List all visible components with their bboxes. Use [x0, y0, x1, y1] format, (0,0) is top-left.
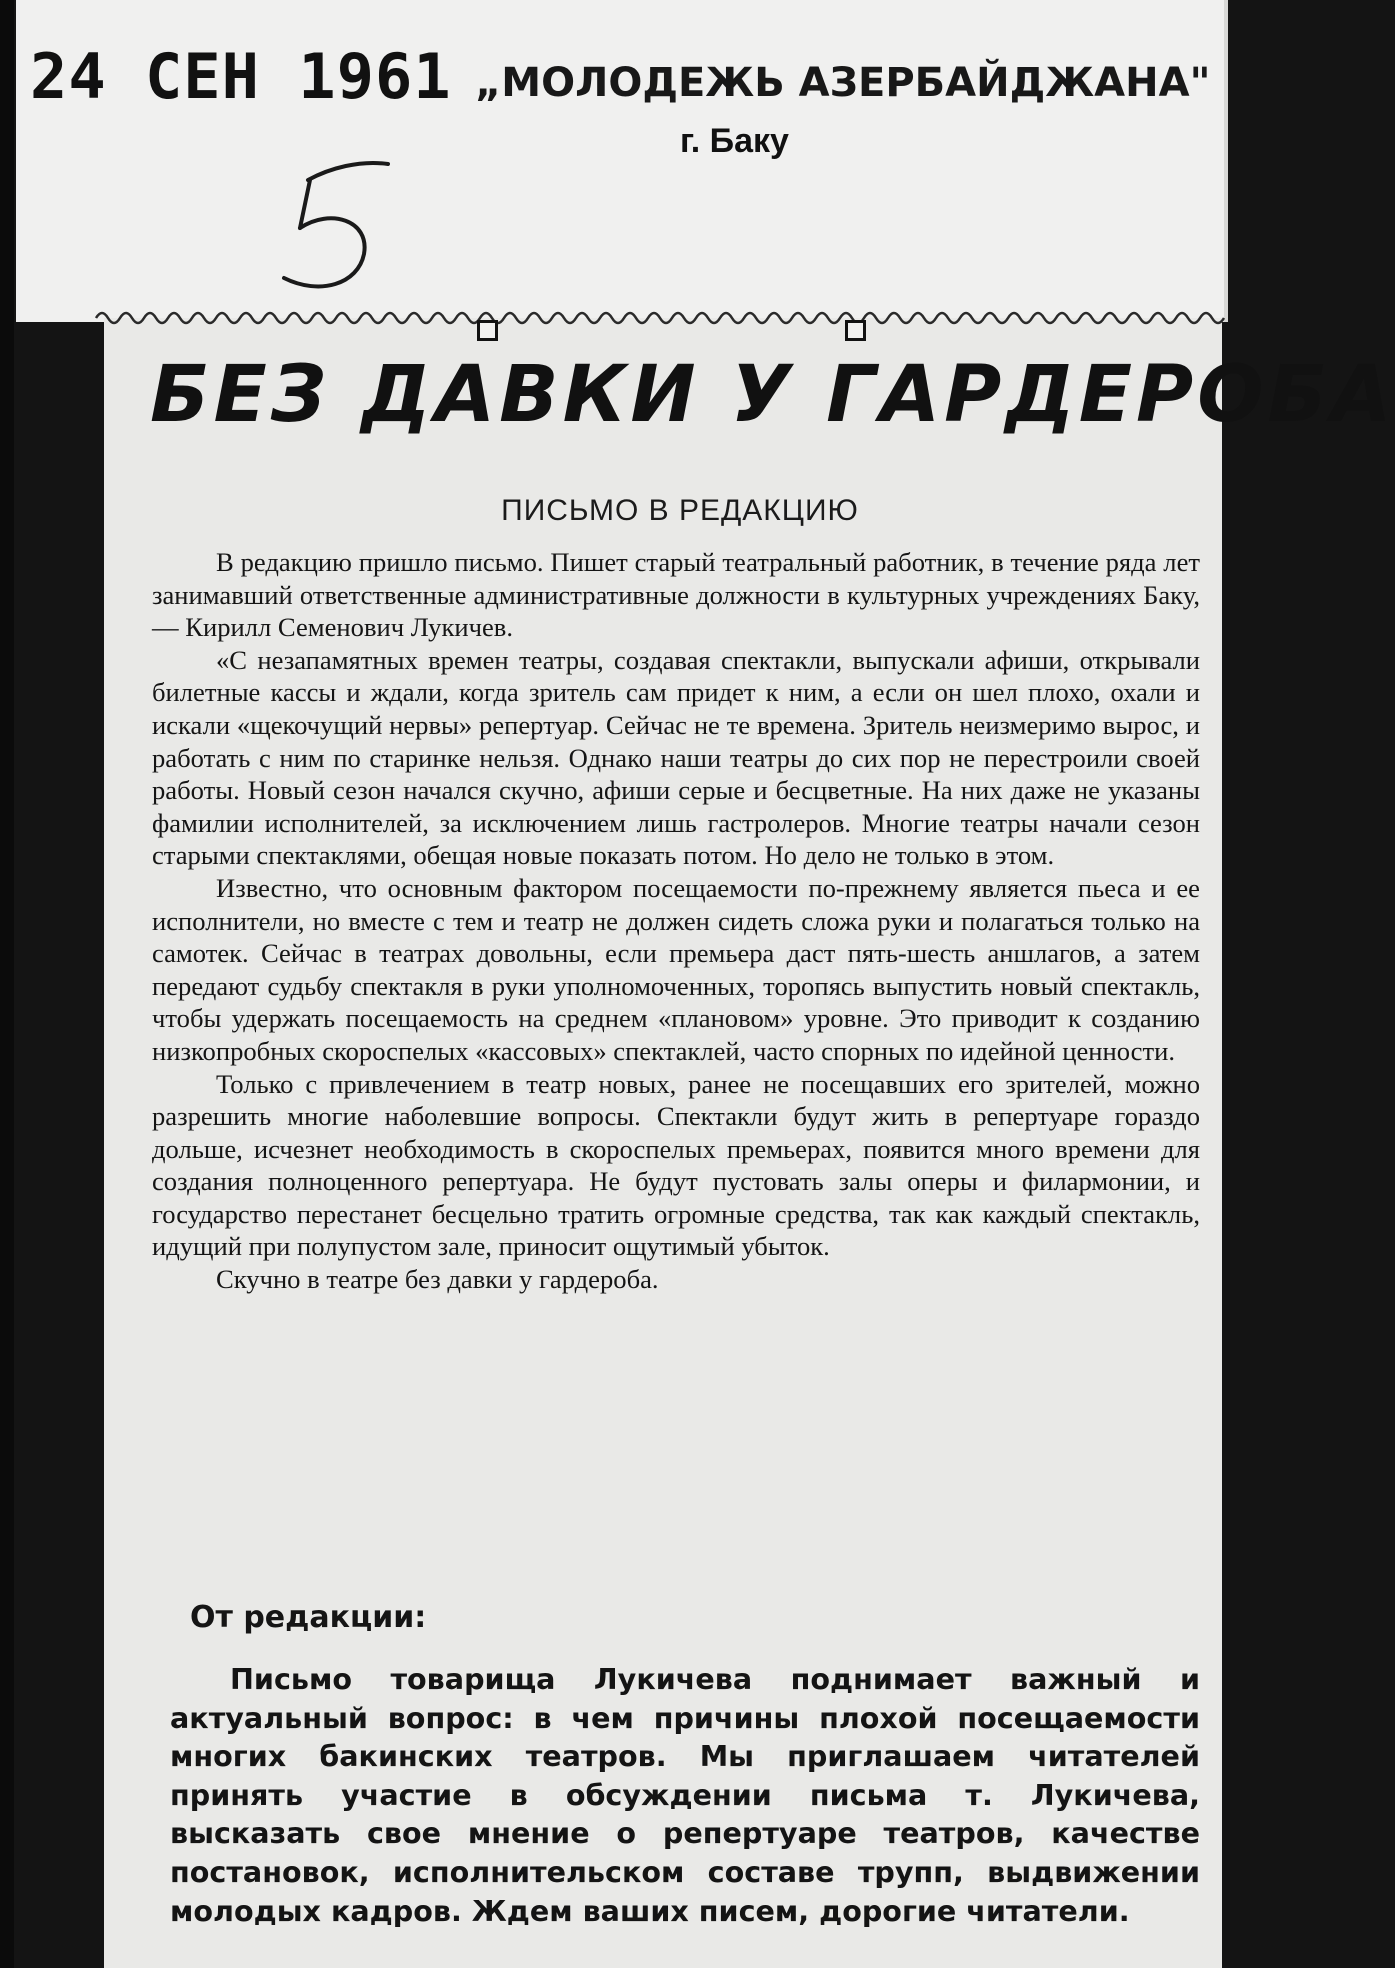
letter-body	[152, 546, 1200, 1296]
newspaper-name-stamp: „МОЛОДЕЖЬ АЗЕРБАЙДЖАНА"	[475, 60, 1211, 106]
editorial-note	[170, 1660, 1200, 1930]
letter-paragraph: Только с привлечением в театр новых, ранее не посещавших его зрителей, можно разрешить многие наболевшие вопросы. Спектакли будут жить в репертуаре гораздо дольше, исчезнет необходимость в скороспелых премьерах, появится много времени для создания полноценного репертуара. Не будут пустовать залы оперы и филармонии, и государство перестанет бесцельно тратить огромные средства, так как каждый спектакль, идущий при полупустом зале, приносит ощутимый убыток.	[152, 1068, 1200, 1262]
torn-wavy-edge	[96, 306, 1226, 330]
registration-marker	[845, 320, 866, 341]
letter-paragraph: Известно, что основным фактором посещаемости по-прежнему является пьеса и ее исполнители, но вместе с тем и театр не должен сидеть сложа руки и полагаться только на самотек. Сейчас в театрах довольны, если премьера даст пять-шесть аншлагов, а затем передают судьбу спектакля в руки уполномоченных, торопясь выпустить новый спектакль, чтобы удержать посещаемость на среднем «плановом» уровне. Это приводит к созданию низкопробных скороспелых «кассовых» спектаклей, часто спорных по идейной ценности.	[152, 872, 1200, 1066]
date-stamp: 24 СЕН 1961	[30, 40, 452, 113]
letter-paragraph: Скучно в театре без давки у гардероба.	[216, 1264, 659, 1295]
letter-paragraph: «С незапамятных времен театры, создавая спектакли, выпускали афиши, открывали билетные кассы и ждали, когда зритель сам придет к ним, а если он шел плохо, охали и искали «щекочущий нервы» репертуар. Сейчас не те времена. Зритель неизмеримо вырос, и работать с ним по старинке нельзя. Однако наши театры до сих пор не перестроили своей работы. Новый сезон начался скучно, афиши серые и бесцветные. На них даже не указаны фамилии исполнителей, за исключением лишь гастролеров. Многие театры начали сезон старыми спектаклями, обещая новые показать потом. Но дело не только в этом.	[152, 644, 1200, 871]
handwritten-number	[270, 150, 410, 300]
editorial-heading: От редакции:	[190, 1600, 427, 1635]
article-headline: БЕЗ ДАВКИ У ГАРДЕРОБА	[150, 350, 1395, 440]
city-stamp: г. Баку	[680, 122, 789, 160]
registration-marker	[477, 320, 498, 341]
article-subheading: ПИСЬМО В РЕДАКЦИЮ	[501, 494, 859, 527]
left-dark-edge	[0, 0, 14, 1968]
editorial-paragraph: Письмо товарища Лукичева поднимает важный и актуальный вопрос: в чем причины плохой посещаемости многих бакинских театров. Мы приглашаем читателей принять участие в обсуждении письма т. Лукичева, высказать свое мнение о репертуаре театров, качестве постановок, исполнительском составе трупп, выдвижении молодых кадров. Ждем ваших писем, дорогие читатели.	[170, 1662, 1200, 1928]
letter-paragraph: В редакцию пришло письмо. Пишет старый театральный работник, в течение ряда лет занимавший ответственные административные должности в культурных учреждениях Баку, — Кирилл Семенович Лукичев.	[152, 547, 1200, 643]
